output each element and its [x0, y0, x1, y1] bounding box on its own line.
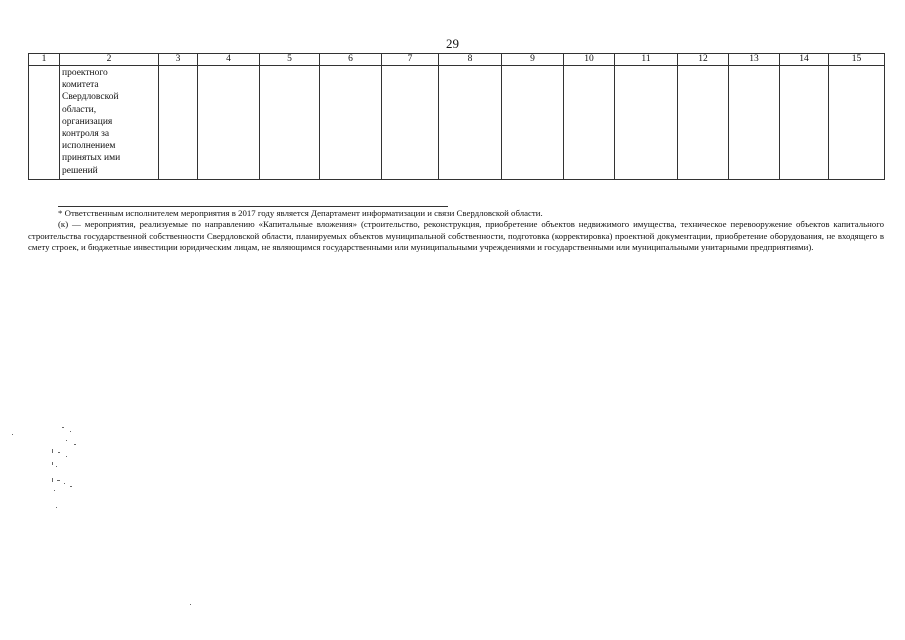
description-line: принятых ими — [62, 153, 121, 164]
description-line: контроля за — [62, 129, 110, 140]
column-header: 8 — [439, 54, 502, 66]
footnote-separator — [58, 206, 448, 207]
description-line: решений — [62, 165, 98, 176]
footnotes — [28, 208, 884, 254]
table-cell-number — [29, 66, 60, 180]
table-cell-empty — [729, 66, 780, 180]
table-cell-empty — [320, 66, 382, 180]
column-header: 15 — [829, 54, 885, 66]
table-row — [29, 66, 885, 180]
column-header: 1 — [29, 54, 60, 66]
column-header: 5 — [260, 54, 320, 66]
column-header: 14 — [780, 54, 829, 66]
table-cell-empty — [382, 66, 439, 180]
table-cell-empty — [260, 66, 320, 180]
table-cell-empty — [564, 66, 615, 180]
data-table — [28, 53, 885, 180]
column-header: 6 — [320, 54, 382, 66]
table-cell-empty — [780, 66, 829, 180]
description-line: комитета — [62, 80, 99, 91]
column-header: 10 — [564, 54, 615, 66]
column-header: 12 — [678, 54, 729, 66]
table-cell-empty — [678, 66, 729, 180]
table-cell-empty — [829, 66, 885, 180]
table-cell-empty — [502, 66, 564, 180]
column-header: 11 — [615, 54, 678, 66]
page-number: 29 — [446, 36, 459, 51]
footnote-capital-investments: (к) — мероприятия, реализуемые по направлению «Капитальные вложения» (строительство, реконструкция, приобретение объектов недвижимого имущества, техническое перевооружение объектов капитального строительства государственной собственности Свердловской области, планируемых объектов муниципальной собственности, подготовка (корректировка) проектной документации, приобретение оборудования, не входящего в смету строек, и бюджетные инвестиции юридическим лицам, не являющимся государственными или муниципальными учреждениями и государственными или муниципальными унитарными предприятиями). — [28, 219, 884, 253]
column-header: 3 — [159, 54, 198, 66]
description-line: Свердловской — [62, 92, 119, 103]
column-header: 2 — [60, 54, 159, 66]
table-cell-description — [60, 66, 159, 180]
description-line: исполнением — [62, 141, 116, 152]
description-line: проектного — [62, 68, 108, 78]
table-cell-empty — [439, 66, 502, 180]
table-cell-empty — [198, 66, 260, 180]
table-cell-empty — [615, 66, 678, 180]
column-header: 4 — [198, 54, 260, 66]
description-line: области, — [62, 104, 97, 115]
column-header: 13 — [729, 54, 780, 66]
description-line: организация — [62, 116, 113, 127]
column-header: 9 — [502, 54, 564, 66]
table-header-row — [29, 54, 885, 66]
column-header: 7 — [382, 54, 439, 66]
table-cell-empty — [159, 66, 198, 180]
footnote-responsible-executor: * Ответственным исполнителем мероприятия в 2017 году является Департамент информатизации и связи Свердловской области. — [58, 208, 543, 218]
